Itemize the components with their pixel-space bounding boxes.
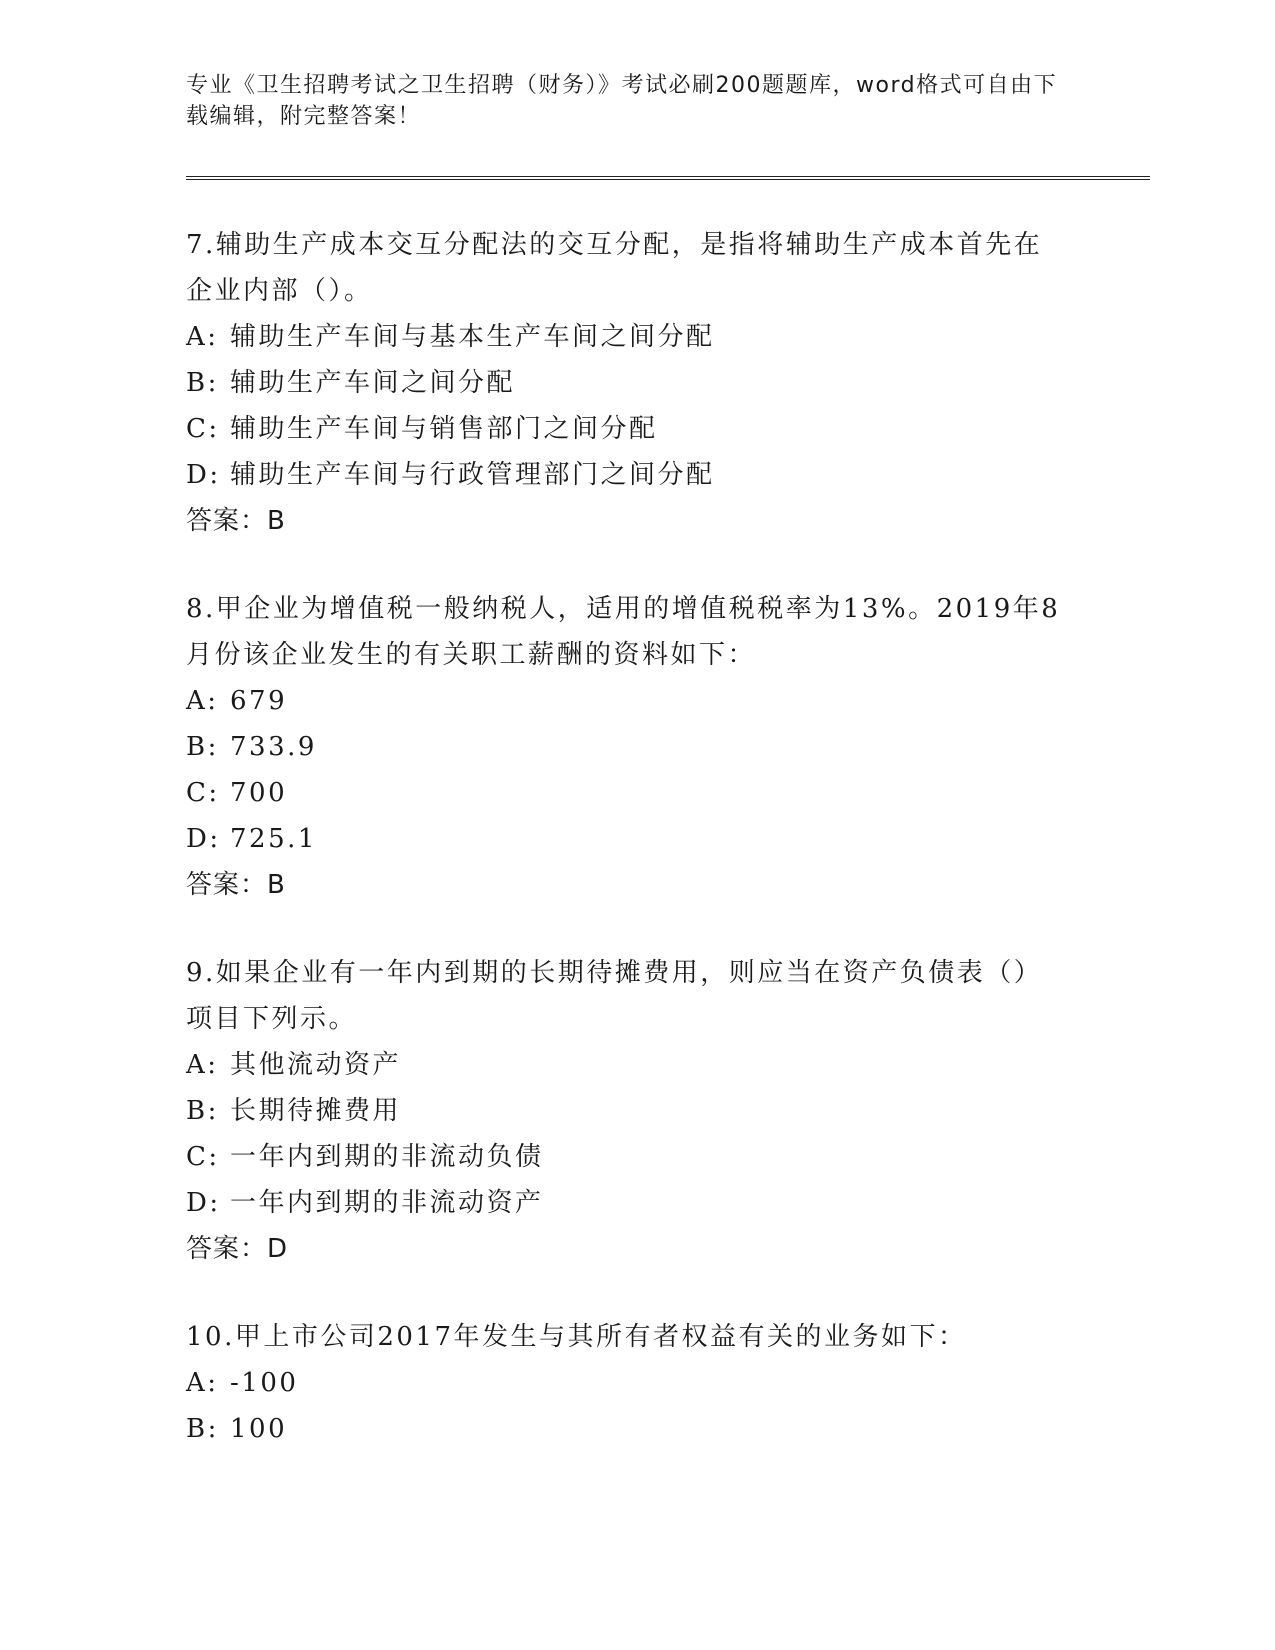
answer-label: 答案：D [186,1234,289,1264]
option-letter: B: [186,1096,219,1126]
option-letter: D: [186,824,221,854]
option-text: 一年内到期的非流动资产 [230,1188,544,1218]
option-c [186,406,1146,452]
option-text: 辅助生产车间与基本生产车间之间分配 [230,322,715,352]
question-9 [186,950,1146,1272]
option-letter: D: [186,460,221,490]
question-10 [186,1314,1146,1452]
option-letter: C: [186,1142,220,1172]
option-a [186,1360,1146,1406]
option-c [186,1134,1146,1180]
header-divider [186,176,1150,180]
option-text: 辅助生产车间与销售部门之间分配 [230,414,658,444]
option-b [186,1406,1146,1452]
option-d [186,452,1146,498]
option-c [186,770,1146,816]
option-letter: A: [186,322,219,352]
option-b [186,360,1146,406]
option-text: 725.1 [230,824,317,854]
option-list [186,1360,1146,1452]
answer-label: 答案：B [186,506,286,536]
option-a [186,678,1146,724]
answer-label: 答案：B [186,870,286,900]
option-text: 其他流动资产 [230,1050,402,1080]
option-text: 长期待摊费用 [230,1096,402,1126]
option-list [186,314,1146,498]
option-b [186,1088,1146,1134]
option-text: 733.9 [230,732,317,762]
option-a [186,314,1146,360]
option-letter: A: [186,1050,219,1080]
option-d [186,816,1146,862]
option-text: 100 [230,1414,288,1444]
option-a [186,1042,1146,1088]
question-8 [186,586,1146,908]
option-letter: B: [186,1414,219,1444]
option-letter: D: [186,1188,221,1218]
question-text: 7.辅助生产成本交互分配法的交互分配，是指将辅助生产成本首先在企业内部（）。 [186,230,1043,306]
document-header: 专业《卫生招聘考试之卫生招聘（财务）》考试必刷200题题库，word格式可自由下载编辑，附完整答案！ [186,73,1058,129]
question-list [186,222,1146,1452]
option-text: 700 [230,778,288,808]
question-text: 10.甲上市公司2017年发生与其所有者权益有关的业务如下： [186,1322,967,1352]
option-text: 辅助生产车间之间分配 [230,368,516,398]
option-text: 679 [230,686,288,716]
option-text: 辅助生产车间与行政管理部门之间分配 [230,460,715,490]
option-letter: B: [186,368,219,398]
option-letter: C: [186,414,220,444]
question-text: 9.如果企业有一年内到期的长期待摊费用，则应当在资产负债表（）项目下列示。 [186,958,1043,1034]
document-page [186,70,1146,1494]
option-text: -100 [230,1368,299,1398]
option-letter: C: [186,778,220,808]
option-text: 一年内到期的非流动负债 [230,1142,544,1172]
question-text: 8.甲企业为增值税一般纳税人，适用的增值税税率为13%。2019年8月份该企业发生的有关职工薪酬的资料如下： [186,594,1061,670]
option-d [186,1180,1146,1226]
question-7 [186,222,1146,544]
option-letter: B: [186,732,219,762]
option-b [186,724,1146,770]
option-list [186,1042,1146,1226]
option-letter: A: [186,1368,219,1398]
option-list [186,678,1146,862]
option-letter: A: [186,686,219,716]
